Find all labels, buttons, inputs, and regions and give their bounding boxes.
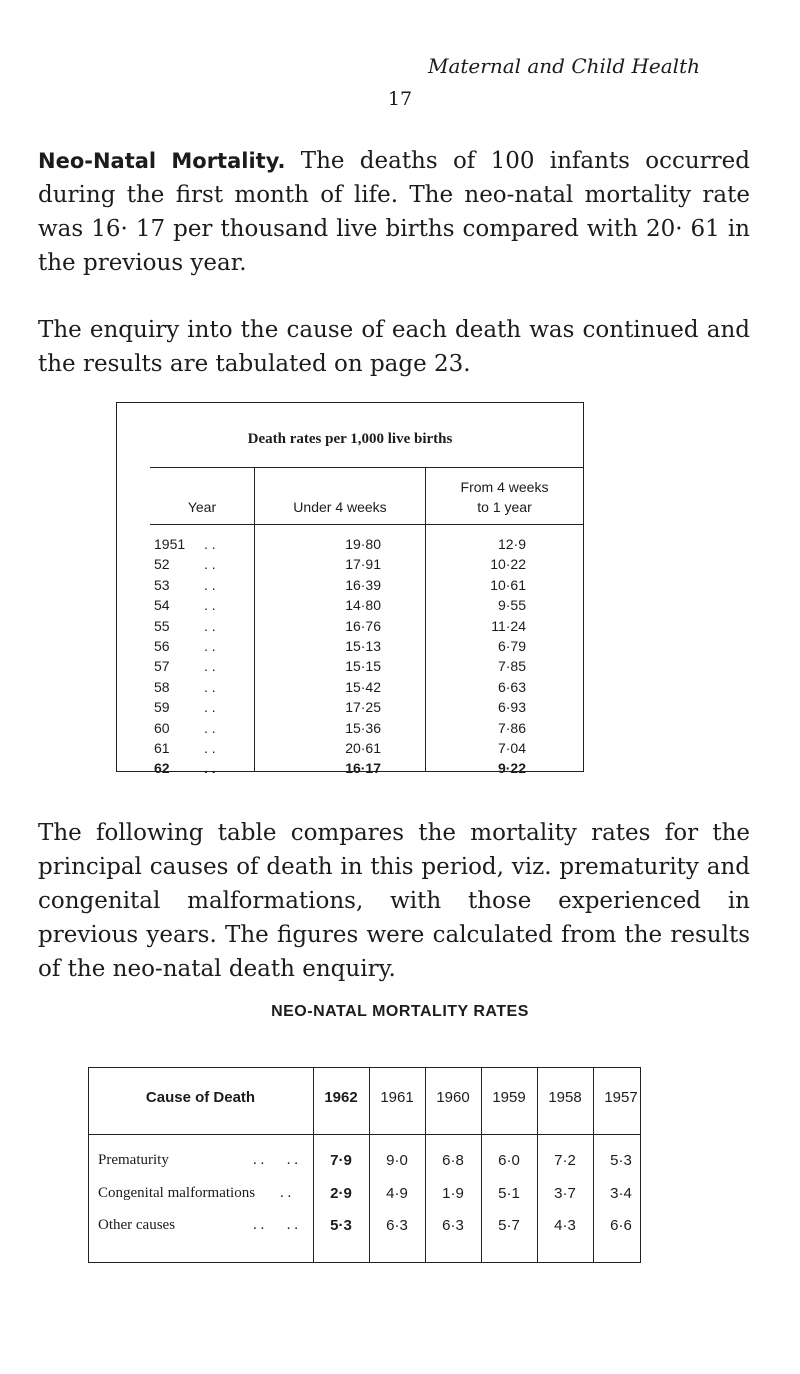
table-row: [116, 720, 584, 740]
from-4-weeks-cell: 11·24: [491, 617, 526, 634]
under-4-weeks-cell: 20·61: [345, 740, 381, 756]
under-4-weeks-cell: 15·15: [345, 658, 381, 675]
table-row: [116, 618, 584, 638]
from-4-weeks-cell: 7·85: [497, 658, 526, 675]
table-row: [116, 699, 584, 719]
year-cell: 59: [154, 699, 170, 716]
leader-dots: . .: [204, 699, 216, 716]
table-row: [116, 536, 584, 556]
year-cell: 62: [154, 760, 170, 777]
rate-cell: 5·3: [330, 1217, 352, 1234]
page-number: 17: [387, 88, 413, 110]
table-rule: [88, 1067, 641, 1068]
leader-dots: . .: [204, 760, 216, 777]
year-cell: 55: [154, 617, 170, 634]
cause-cell: Other causes: [98, 1217, 176, 1233]
year-cell: 58: [154, 678, 170, 695]
year-cell: 53: [154, 576, 170, 593]
table-row: [116, 638, 584, 658]
under-4-weeks-cell: 17·25: [345, 699, 381, 716]
table-row: [116, 577, 584, 597]
leader-dots: . .: [204, 719, 216, 736]
column-header-year: Year: [187, 499, 217, 515]
year-cell: 1951: [154, 536, 186, 552]
cause-cell: Prematurity: [98, 1152, 169, 1168]
table-row: [116, 760, 584, 780]
table-row: [116, 740, 584, 760]
leader-dots: . .: [204, 617, 216, 634]
year-cell: 60: [154, 719, 170, 736]
table-row: [116, 658, 584, 678]
leader-dots: . .: [204, 556, 216, 573]
rate-cell: 5·7: [498, 1217, 520, 1234]
rate-cell: 2·9: [330, 1185, 352, 1202]
neo-natal-mortality-rates-table: [88, 1067, 641, 1263]
table-row: [116, 597, 584, 617]
rate-cell: 3·4: [610, 1185, 632, 1202]
column-header-cause: Cause of Death: [145, 1089, 256, 1106]
table-row: [116, 556, 584, 576]
rate-cell: 6·6: [610, 1217, 632, 1234]
leader-dots: . .: [204, 678, 216, 695]
column-header-year: 1957: [604, 1089, 638, 1106]
table-rule: [116, 402, 584, 403]
leader-dots: . .: [204, 658, 216, 675]
rate-cell: 9·0: [386, 1152, 408, 1169]
column-header-year: 1958: [548, 1089, 582, 1106]
paragraph-enquiry: The enquiry into the cause of each death was continued and the results are tabulated on page 23.: [38, 317, 750, 377]
under-4-weeks-cell: 15·36: [345, 719, 381, 736]
leader-dots: . . . .: [253, 1217, 298, 1233]
from-4-weeks-cell: 6·93: [497, 699, 526, 716]
cause-cell: Congenital malformations: [98, 1185, 256, 1201]
rate-cell: 7·2: [554, 1152, 576, 1169]
from-4-weeks-cell: 6·79: [497, 638, 526, 654]
rate-cell: 6·3: [442, 1217, 464, 1234]
column-header-year: 1960: [436, 1089, 470, 1106]
table-rule: [88, 1262, 641, 1263]
from-4-weeks-cell: 9·55: [497, 597, 526, 614]
leader-dots: . .: [204, 576, 216, 593]
column-header-under-4-weeks: Under 4 weeks: [293, 499, 387, 515]
column-header-year: 1959: [492, 1089, 526, 1106]
table-rule: [150, 524, 583, 525]
under-4-weeks-cell: 15·42: [345, 678, 381, 695]
death-rates-table: [116, 402, 584, 777]
rate-cell: 5·3: [610, 1152, 632, 1169]
from-4-weeks-cell: 10·22: [490, 556, 526, 573]
from-4-weeks-cell: 7·86: [497, 719, 526, 736]
running-head: Maternal and Child Health: [427, 54, 700, 78]
paragraph-comparison: The following table compares the mortality rates for the principal causes of death in this period, viz. prematurity and congenital malformations, with those experienced in previous years. The figures were calculated from the results of the neo-natal death enquiry.: [38, 820, 750, 982]
leader-dots: . .: [204, 536, 216, 552]
under-4-weeks-cell: 14·80: [345, 597, 381, 614]
under-4-weeks-cell: 15·13: [345, 638, 381, 654]
paragraph-neo-natal-mortality: [38, 144, 750, 280]
under-4-weeks-cell: 17·91: [345, 556, 381, 573]
leader-dots: . .: [204, 597, 216, 614]
section-heading: Neo-Natal Mortality.: [38, 149, 286, 173]
from-4-weeks-cell: 12·9: [497, 536, 526, 552]
table-rule: [88, 1134, 641, 1135]
rate-cell: 4·3: [554, 1217, 576, 1234]
column-header-line: to 1 year: [477, 499, 532, 515]
rate-cell: 6·8: [442, 1152, 464, 1169]
table-title: NEO-NATAL MORTALITY RATES: [271, 1003, 529, 1020]
column-header-from-4-weeks: [426, 477, 583, 517]
column-header-year: 1961: [380, 1089, 414, 1106]
column-header-year: 1962: [324, 1089, 358, 1106]
leader-dots: . .: [204, 740, 216, 756]
from-4-weeks-cell: 6·63: [497, 678, 526, 695]
rate-cell: 4·9: [386, 1185, 408, 1202]
leader-dots: . . . .: [253, 1152, 298, 1168]
under-4-weeks-cell: 16·39: [345, 576, 381, 593]
rate-cell: 3·7: [554, 1185, 576, 1202]
year-cell: 54: [154, 597, 170, 614]
under-4-weeks-cell: 19·80: [345, 536, 381, 552]
leader-dots: . .: [280, 1185, 292, 1201]
year-cell: 57: [154, 658, 170, 675]
rate-cell: 5·1: [498, 1185, 520, 1202]
under-4-weeks-cell: 16·76: [345, 617, 381, 634]
rate-cell: 1·9: [442, 1185, 464, 1202]
from-4-weeks-cell: 10·61: [490, 576, 526, 593]
column-header-line: From 4 weeks: [460, 479, 549, 495]
year-cell: 52: [154, 556, 170, 573]
table-row: [116, 679, 584, 699]
table-title: Death rates per 1,000 live births: [247, 431, 453, 447]
paragraph-text: The deaths of 100 infants occurred during the first month of life. The neo-natal mortality rate was 16· 17 per thousand live births compared with 20· 61 in the previous year.: [38, 148, 750, 276]
table-rule: [150, 467, 583, 468]
under-4-weeks-cell: 16·17: [345, 760, 381, 777]
leader-dots: . .: [204, 638, 216, 654]
rate-cell: 6·3: [386, 1217, 408, 1234]
from-4-weeks-cell: 9·22: [497, 760, 526, 777]
year-cell: 61: [154, 740, 170, 756]
from-4-weeks-cell: 7·04: [497, 740, 526, 756]
year-cell: 56: [154, 638, 170, 654]
rate-cell: 6·0: [498, 1152, 520, 1169]
rate-cell: 7·9: [330, 1152, 352, 1169]
